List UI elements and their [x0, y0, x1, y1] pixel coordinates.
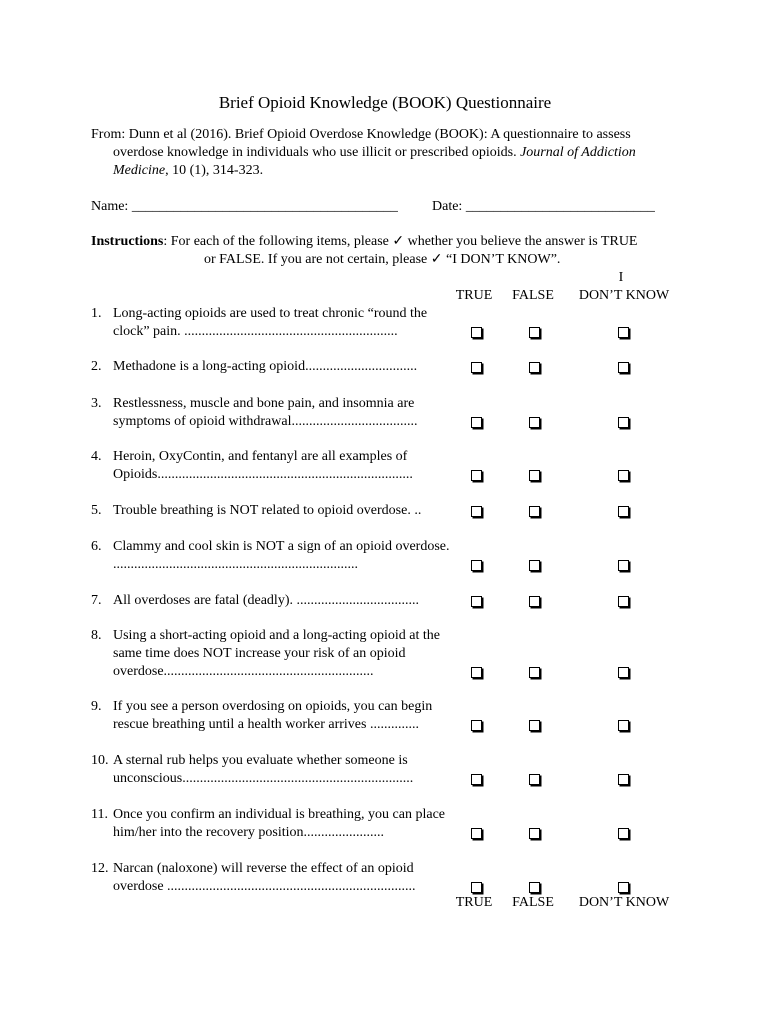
checkbox-true-q7[interactable] — [471, 596, 482, 607]
question-1 — [91, 305, 461, 341]
checkbox-false-q12[interactable] — [529, 882, 540, 893]
checkbox-dont-know-q2[interactable] — [618, 362, 629, 373]
question-text: Heroin, OxyContin, and fentanyl are all examples of Opioids......................................................................... — [113, 449, 413, 482]
checkbox-true-q10[interactable] — [471, 774, 482, 785]
question-number: 12. — [91, 861, 109, 876]
checkbox-true-q9[interactable] — [471, 720, 482, 731]
question-number: 4. — [91, 449, 102, 464]
checkbox-dont-know-q9[interactable] — [618, 720, 629, 731]
question-text: Narcan (naloxone) will reverse the effect of an opioid overdose ....................................................................... — [113, 861, 416, 894]
journal-name: Journal of Addiction — [520, 145, 636, 160]
checkbox-dont-know-q8[interactable] — [618, 667, 629, 678]
checkbox-dont-know-q10[interactable] — [618, 774, 629, 785]
citation-line-1: From: Dunn et al (2016). Brief Opioid Overdose Knowledge (BOOK): A questionnaire to assess — [91, 127, 631, 142]
question-number: 2. — [91, 359, 102, 374]
instructions — [91, 233, 691, 269]
checkbox-dont-know-q12[interactable] — [618, 882, 629, 893]
question-11 — [91, 806, 461, 842]
question-10 — [91, 752, 461, 788]
question-text: Restlessness, muscle and bone pain, and insomnia are symptoms of opioid withdrawal.................................... — [113, 396, 418, 429]
question-text: Using a short-acting opioid and a long-acting opioid at the same time does NOT increase your risk of an opioid overdose............................................................ — [113, 628, 440, 679]
question-8 — [91, 627, 461, 681]
checkbox-false-q11[interactable] — [529, 828, 540, 839]
checkbox-true-q11[interactable] — [471, 828, 482, 839]
question-2 — [91, 358, 461, 376]
checkbox-false-q3[interactable] — [529, 417, 540, 428]
question-number: 9. — [91, 699, 102, 714]
question-6 — [91, 538, 461, 574]
journal-volume: , 10 (1), 314-323. — [165, 163, 264, 178]
question-text: Clammy and cool skin is NOT a sign of an opioid overdose. ...................................................................... — [113, 539, 450, 572]
checkbox-false-q5[interactable] — [529, 506, 540, 517]
question-text: If you see a person overdosing on opioids, you can begin rescue breathing until a health worker arrives .............. — [113, 699, 433, 732]
question-text: Long-acting opioids are used to treat chronic “round the clock” pain. ............................................................. — [113, 306, 428, 339]
checkbox-true-q8[interactable] — [471, 667, 482, 678]
question-number: 8. — [91, 628, 102, 643]
checkbox-dont-know-q1[interactable] — [618, 327, 629, 338]
checkbox-true-q2[interactable] — [471, 362, 482, 373]
column-header-false: FALSE — [512, 288, 554, 303]
checkbox-false-q2[interactable] — [529, 362, 540, 373]
checkbox-true-q1[interactable] — [471, 327, 482, 338]
question-text: All overdoses are fatal (deadly). ................................... — [113, 593, 419, 608]
question-7 — [91, 592, 461, 610]
checkbox-true-q3[interactable] — [471, 417, 482, 428]
checkbox-true-q12[interactable] — [471, 882, 482, 893]
journal-name-cont: Medicine — [113, 163, 166, 178]
checkbox-true-q6[interactable] — [471, 560, 482, 571]
instructions-label: Instructions — [91, 234, 164, 249]
footer-header-false: FALSE — [512, 895, 554, 910]
checkbox-dont-know-q11[interactable] — [618, 828, 629, 839]
checkbox-dont-know-q4[interactable] — [618, 470, 629, 481]
citation — [91, 126, 691, 180]
question-number: 11. — [91, 807, 108, 822]
checkbox-dont-know-q6[interactable] — [618, 560, 629, 571]
question-text: Trouble breathing is NOT related to opioid overdose. .. — [113, 503, 422, 518]
question-3 — [91, 395, 461, 431]
checkbox-false-q1[interactable] — [529, 327, 540, 338]
question-text: Methadone is a long-acting opioid................................ — [113, 359, 418, 374]
checkbox-dont-know-q3[interactable] — [618, 417, 629, 428]
question-number: 3. — [91, 396, 102, 411]
checkbox-false-q7[interactable] — [529, 596, 540, 607]
date-field[interactable]: Date: ___________________________ — [432, 199, 655, 214]
footer-header-dont-know: DON’T KNOW — [578, 895, 670, 910]
checkbox-true-q5[interactable] — [471, 506, 482, 517]
question-12 — [91, 860, 461, 896]
footer-header-true: TRUE — [455, 895, 493, 910]
question-5 — [91, 502, 461, 520]
checkbox-false-q6[interactable] — [529, 560, 540, 571]
column-header-true: TRUE — [455, 288, 493, 303]
column-header-i: I — [618, 270, 624, 285]
question-number: 10. — [91, 753, 109, 768]
citation-continuation: overdose knowledge in individuals who use illicit or prescribed opioids. Journal of Addiction Medicine, 10 (1), 314-323. — [113, 145, 636, 178]
question-number: 6. — [91, 539, 102, 554]
question-number: 7. — [91, 593, 102, 608]
question-4 — [91, 448, 461, 484]
checkbox-false-q8[interactable] — [529, 667, 540, 678]
page-title: Brief Opioid Knowledge (BOOK) Questionnaire — [218, 93, 552, 112]
column-header-dont-know: DON’T KNOW — [578, 288, 670, 303]
checkbox-dont-know-q5[interactable] — [618, 506, 629, 517]
name-field[interactable]: Name: ______________________________________ — [91, 199, 398, 214]
question-number: 1. — [91, 306, 102, 321]
question-number: 5. — [91, 503, 102, 518]
instructions-line-2: or FALSE. If you are not certain, please ✓ “I DON’T KNOW”. — [204, 252, 561, 267]
checkbox-false-q9[interactable] — [529, 720, 540, 731]
instructions-line-1: : For each of the following items, please ✓ whether you believe the answer is TRUE — [163, 234, 638, 249]
question-text: Once you confirm an individual is breathing, you can place him/her into the recovery position....................... — [113, 807, 446, 840]
checkbox-true-q4[interactable] — [471, 470, 482, 481]
checkbox-false-q4[interactable] — [529, 470, 540, 481]
question-9 — [91, 698, 461, 734]
checkbox-false-q10[interactable] — [529, 774, 540, 785]
checkbox-dont-know-q7[interactable] — [618, 596, 629, 607]
question-text: A sternal rub helps you evaluate whether someone is unconscious.................................................................. — [113, 753, 414, 786]
